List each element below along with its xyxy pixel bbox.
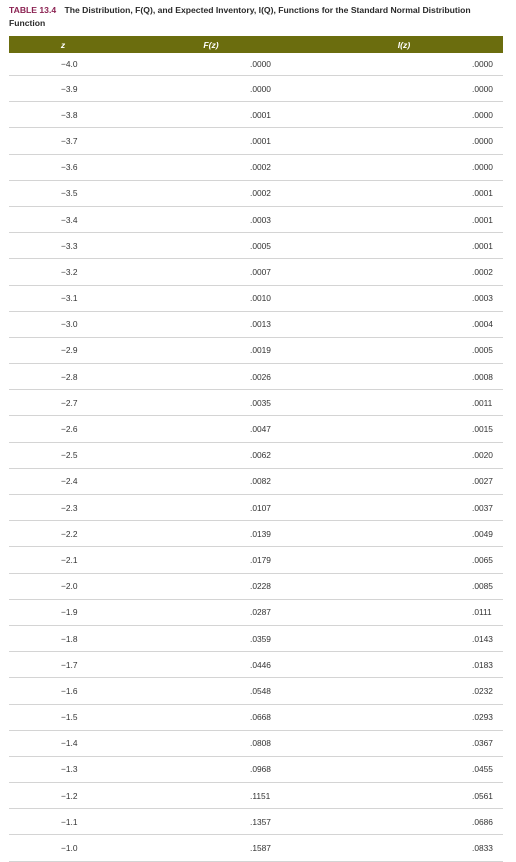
cell-z: −4.0 [9, 53, 117, 76]
table-row [9, 809, 503, 835]
cell-iz: .0000 [305, 102, 503, 128]
cell-fz: .0107 [117, 495, 305, 521]
cell-fz: .0000 [117, 76, 305, 102]
cell-fz: .0002 [117, 154, 305, 180]
cell-iz: .0001 [305, 180, 503, 206]
cell-z: −2.4 [9, 468, 117, 494]
cell-z: −3.0 [9, 311, 117, 337]
cell-z: −3.8 [9, 102, 117, 128]
cell-iz: .0561 [305, 783, 503, 809]
table-row [9, 704, 503, 730]
cell-z: −1.3 [9, 756, 117, 782]
cell-z: −3.5 [9, 180, 117, 206]
cell-z: −2.6 [9, 416, 117, 442]
distribution-table [9, 36, 503, 862]
table-row [9, 495, 503, 521]
cell-z: −1.5 [9, 704, 117, 730]
table-row [9, 180, 503, 206]
cell-fz: .0047 [117, 416, 305, 442]
cell-z: −2.1 [9, 547, 117, 573]
cell-z: −2.0 [9, 573, 117, 599]
cell-z: −3.7 [9, 128, 117, 154]
cell-iz: .0065 [305, 547, 503, 573]
cell-z: −1.6 [9, 678, 117, 704]
table-row [9, 625, 503, 651]
cell-fz: .0000 [117, 53, 305, 76]
table-row [9, 756, 503, 782]
cell-fz: .0013 [117, 311, 305, 337]
cell-iz: .0037 [305, 495, 503, 521]
cell-iz: .0000 [305, 53, 503, 76]
cell-iz: .0020 [305, 442, 503, 468]
cell-z: −3.2 [9, 259, 117, 285]
table-body [9, 53, 503, 861]
cell-fz: .0139 [117, 521, 305, 547]
cell-z: −1.4 [9, 730, 117, 756]
table-caption [9, 4, 509, 29]
cell-z: −1.7 [9, 652, 117, 678]
cell-fz: .0019 [117, 337, 305, 363]
cell-fz: .0001 [117, 102, 305, 128]
table-row [9, 599, 503, 625]
cell-iz: .0001 [305, 233, 503, 259]
cell-iz: .0008 [305, 364, 503, 390]
cell-z: −3.6 [9, 154, 117, 180]
cell-z: −2.8 [9, 364, 117, 390]
cell-fz: .0548 [117, 678, 305, 704]
table-row [9, 416, 503, 442]
table-row [9, 547, 503, 573]
cell-z: −2.2 [9, 521, 117, 547]
table-row [9, 783, 503, 809]
cell-iz: .0143 [305, 625, 503, 651]
cell-iz: .0015 [305, 416, 503, 442]
table-row [9, 390, 503, 416]
cell-fz: .0228 [117, 573, 305, 599]
table-row [9, 206, 503, 232]
table-row [9, 442, 503, 468]
table-row [9, 573, 503, 599]
cell-fz: .0179 [117, 547, 305, 573]
table-row [9, 154, 503, 180]
table-row [9, 652, 503, 678]
cell-z: −2.7 [9, 390, 117, 416]
table-row [9, 76, 503, 102]
cell-fz: .0446 [117, 652, 305, 678]
cell-z: −3.1 [9, 285, 117, 311]
cell-iz: .0686 [305, 809, 503, 835]
cell-z: −2.9 [9, 337, 117, 363]
cell-fz: .0001 [117, 128, 305, 154]
cell-fz: .0359 [117, 625, 305, 651]
cell-iz: .0000 [305, 76, 503, 102]
cell-z: −3.4 [9, 206, 117, 232]
cell-z: −1.8 [9, 625, 117, 651]
cell-fz: .0668 [117, 704, 305, 730]
cell-z: −1.0 [9, 835, 117, 861]
cell-fz: .0808 [117, 730, 305, 756]
cell-iz: .0367 [305, 730, 503, 756]
cell-iz: .0002 [305, 259, 503, 285]
table-row [9, 311, 503, 337]
cell-iz: .0183 [305, 652, 503, 678]
cell-z: −1.9 [9, 599, 117, 625]
cell-iz: .0000 [305, 154, 503, 180]
table-row [9, 53, 503, 76]
table-row [9, 102, 503, 128]
column-header-fz: F(z) [117, 36, 305, 53]
cell-fz: .0007 [117, 259, 305, 285]
cell-fz: .0035 [117, 390, 305, 416]
cell-z: −1.1 [9, 809, 117, 835]
cell-z: −3.3 [9, 233, 117, 259]
table-row [9, 259, 503, 285]
table-title: The Distribution, F(Q), and Expected Inventory, I(Q), Functions for the Standard Normal Distribution Function [9, 5, 471, 28]
cell-fz: .0287 [117, 599, 305, 625]
cell-fz: .0002 [117, 180, 305, 206]
cell-iz: .0833 [305, 835, 503, 861]
table-row [9, 730, 503, 756]
table-number: TABLE 13.4 [9, 5, 57, 15]
cell-iz: .0085 [305, 573, 503, 599]
table-header [9, 36, 503, 53]
cell-fz: .0082 [117, 468, 305, 494]
cell-iz: .0003 [305, 285, 503, 311]
cell-z: −2.3 [9, 495, 117, 521]
cell-iz: .0005 [305, 337, 503, 363]
cell-iz: .0000 [305, 128, 503, 154]
cell-fz: .0010 [117, 285, 305, 311]
cell-fz: .0003 [117, 206, 305, 232]
cell-fz: .0026 [117, 364, 305, 390]
cell-iz: .0455 [305, 756, 503, 782]
cell-fz: .0005 [117, 233, 305, 259]
table-row [9, 233, 503, 259]
cell-iz: .0232 [305, 678, 503, 704]
cell-fz: .1357 [117, 809, 305, 835]
table-row [9, 835, 503, 861]
table-row [9, 364, 503, 390]
cell-fz: .1151 [117, 783, 305, 809]
cell-z: −1.2 [9, 783, 117, 809]
cell-iz: .0111 [305, 599, 503, 625]
cell-fz: .0062 [117, 442, 305, 468]
cell-iz: .0004 [305, 311, 503, 337]
cell-iz: .0049 [305, 521, 503, 547]
cell-fz: .0968 [117, 756, 305, 782]
table-row [9, 468, 503, 494]
table-row [9, 678, 503, 704]
cell-iz: .0011 [305, 390, 503, 416]
table-row [9, 337, 503, 363]
cell-z: −3.9 [9, 76, 117, 102]
column-header-iz: I(z) [305, 36, 503, 53]
cell-fz: .1587 [117, 835, 305, 861]
cell-z: −2.5 [9, 442, 117, 468]
column-header-z: z [9, 36, 117, 53]
table-row [9, 285, 503, 311]
cell-iz: .0001 [305, 206, 503, 232]
cell-iz: .0027 [305, 468, 503, 494]
table-row [9, 521, 503, 547]
table-row [9, 128, 503, 154]
cell-iz: .0293 [305, 704, 503, 730]
